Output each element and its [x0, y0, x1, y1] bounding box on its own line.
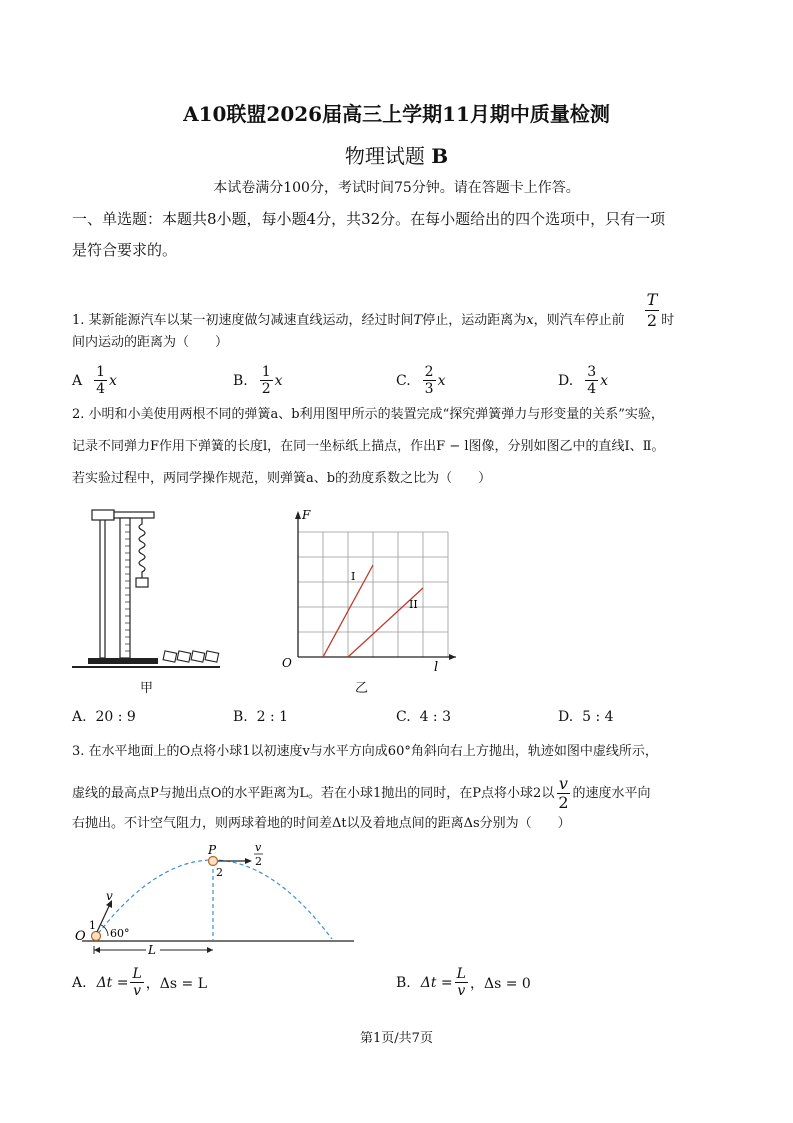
frac-den: v: [457, 983, 466, 999]
figure-yi-label: 乙: [355, 681, 369, 696]
option-value: 4 : 3: [419, 709, 452, 725]
exam-title: A10联盟2026届高三上学期11月期中质量检测: [183, 102, 610, 126]
projectile-figure: [72, 840, 362, 960]
ball2-label: 2: [216, 866, 223, 879]
crossbar: [114, 512, 154, 518]
q1-option-d[interactable]: [558, 364, 608, 397]
option-label: C.: [396, 372, 411, 389]
frac-num: 2: [424, 364, 434, 380]
q1-frac-num: T: [646, 290, 658, 309]
weights-on-table: [163, 651, 219, 662]
option-value: 2 : 1: [256, 709, 289, 725]
subtitle-version: B: [431, 144, 449, 168]
q1-option-c[interactable]: [396, 364, 446, 397]
frac-num: L: [132, 966, 142, 982]
ball2-speed-den: 2: [255, 855, 262, 868]
line-II-label: II: [409, 598, 418, 611]
option-fraction: [585, 364, 598, 397]
f-l-graph-figure: [278, 505, 463, 675]
frac-den: v: [133, 983, 142, 999]
page-number: 第1页/共7页: [360, 1031, 433, 1046]
option-lhs: Δt =: [96, 974, 129, 991]
option-label: B.: [233, 372, 248, 389]
subtitle-text: 物理试题: [344, 144, 425, 168]
option-rest: ，Δs = 0: [469, 975, 531, 992]
ball1-velocity-label: v: [106, 889, 113, 903]
q1-text-part2: 停止，运动距离为: [422, 312, 527, 328]
apparatus-base: [88, 658, 158, 664]
q2-stem-line2: 记录不同弹力F作用下弹簧的长度l，在同一坐标纸上描点，作出F − l图像，分别如图乙中的直线Ⅰ、Ⅱ。: [72, 439, 665, 454]
q1-option-a[interactable]: [72, 364, 117, 397]
option-label: A.: [72, 709, 87, 725]
ball-2: [209, 857, 218, 866]
frac-num: 1: [261, 364, 271, 380]
q1-option-b[interactable]: [233, 364, 283, 397]
q3-option-b[interactable]: [396, 966, 531, 999]
q3-text-part1: 虚线的最高点P与抛出点O的水平距离为L。若在小球1抛出的同时，在P点将小球2以: [72, 785, 555, 801]
angle-label: 60°: [110, 927, 130, 940]
option-label: D.: [558, 372, 574, 389]
option-label: B.: [396, 974, 411, 991]
option-value: 5 : 4: [582, 709, 614, 725]
point-p-label: P: [208, 843, 217, 857]
ball-1: [92, 932, 101, 941]
q2-option-a[interactable]: [72, 709, 136, 725]
frac-den: 4: [96, 381, 106, 397]
exam-note: 本试卷满分100分，考试时间75分钟。请在答题卡上作答。: [213, 180, 580, 196]
q3-fraction-v-over-2: [556, 775, 570, 812]
q3-frac-den: 2: [558, 793, 569, 812]
option-fraction: [94, 364, 107, 397]
origin-label: O: [282, 656, 292, 670]
option-var: x: [109, 372, 117, 389]
option-label: B.: [233, 709, 248, 725]
dimension-L-label: L: [148, 943, 156, 957]
q3-stem-line3: 右抛出。不计空气阻力，则两球着地的时间差Δt以及着地点间的距离Δs分别为（ ）: [72, 816, 571, 831]
frac-num: 1: [96, 364, 106, 380]
ball2-speed-num: v: [255, 841, 262, 854]
x-axis-arrow: [449, 654, 456, 660]
ball1-label: 1: [89, 919, 96, 932]
exam-subtitle: [0, 140, 793, 169]
q2-stem-line1: 2. 小明和小美使用两根不同的弹簧a、b利用图甲所示的装置完成“探究弹簧弹力与形变量的关系”实验，: [72, 407, 664, 422]
ball2-arrowhead: [245, 858, 252, 864]
stand-rod: [100, 512, 105, 658]
q1-text-part1: 1. 某新能源汽车以某一初速度做匀减速直线运动，经过时间: [72, 312, 414, 328]
q1-var-x: x: [526, 312, 534, 328]
frac-den: 2: [261, 381, 271, 397]
option-var: x: [600, 372, 609, 389]
angle-arc: [101, 925, 108, 936]
option-fraction: [260, 364, 273, 397]
hanging-weight: [136, 578, 148, 587]
dim-arrow-right: [207, 947, 213, 953]
spring-apparatus-figure: [70, 500, 230, 672]
q3-option-a[interactable]: [72, 966, 207, 999]
frac-den: 4: [587, 381, 597, 397]
figure-jia-label: 甲: [140, 681, 154, 696]
frac-num: L: [456, 966, 466, 982]
q2-option-d[interactable]: [558, 709, 614, 725]
option-fraction: [455, 966, 468, 999]
clamp: [92, 510, 114, 520]
option-value: 20 : 9: [95, 709, 136, 725]
q1-stem-line2: 间内运动的距离为（ ）: [72, 335, 229, 350]
q1-fraction-T-over-2: [645, 290, 660, 331]
spring: [139, 518, 145, 578]
y-axis-arrow: [295, 511, 301, 519]
option-label: D.: [558, 709, 574, 725]
line-I-label: I: [351, 570, 356, 583]
q1-frac-den: 2: [646, 311, 658, 330]
option-fraction: [423, 364, 436, 397]
section-heading-line2: 是符合要求的。: [72, 241, 178, 259]
q2-option-b[interactable]: [233, 709, 288, 725]
frac-num: 3: [587, 364, 597, 380]
option-var: x: [437, 372, 446, 389]
q3-stem-line1: 3. 在水平地面上的O点将小球1以初速度v与水平方向成60°角斜向右上方抛出，轨迹如图中虚线所示，: [72, 744, 658, 759]
point-o-label: O: [75, 929, 86, 944]
y-axis-label: F: [302, 508, 311, 522]
option-var: x: [274, 372, 283, 389]
q2-option-c[interactable]: [396, 709, 451, 725]
option-lhs: Δt =: [420, 974, 453, 991]
option-rest: ，Δs = L: [145, 975, 208, 992]
option-label: A: [72, 372, 83, 389]
option-fraction: [130, 966, 143, 999]
q1-text-part4: 时: [661, 312, 675, 328]
dim-arrow-left: [94, 947, 100, 953]
option-label: C.: [396, 709, 411, 725]
q3-text-part2: 的速度水平向: [572, 785, 651, 801]
option-label: A.: [72, 974, 87, 991]
q3-frac-num: v: [558, 774, 568, 793]
q2-stem-line3: 若实验过程中，两同学操作规范，则弹簧a、b的劲度系数之比为（ ）: [72, 471, 492, 486]
q1-text-part3: ，则汽车停止前: [533, 312, 625, 328]
graph-grid: [298, 532, 448, 657]
section-heading-line1: 一、单选题：本题共8小题，每小题4分，共32分。在每小题给出的四个选项中，只有一项: [72, 210, 666, 228]
frac-den: 3: [424, 381, 434, 397]
x-axis-label: l: [434, 660, 439, 675]
q1-var-T: T: [413, 312, 423, 328]
q3-stem-line2: [72, 775, 762, 812]
